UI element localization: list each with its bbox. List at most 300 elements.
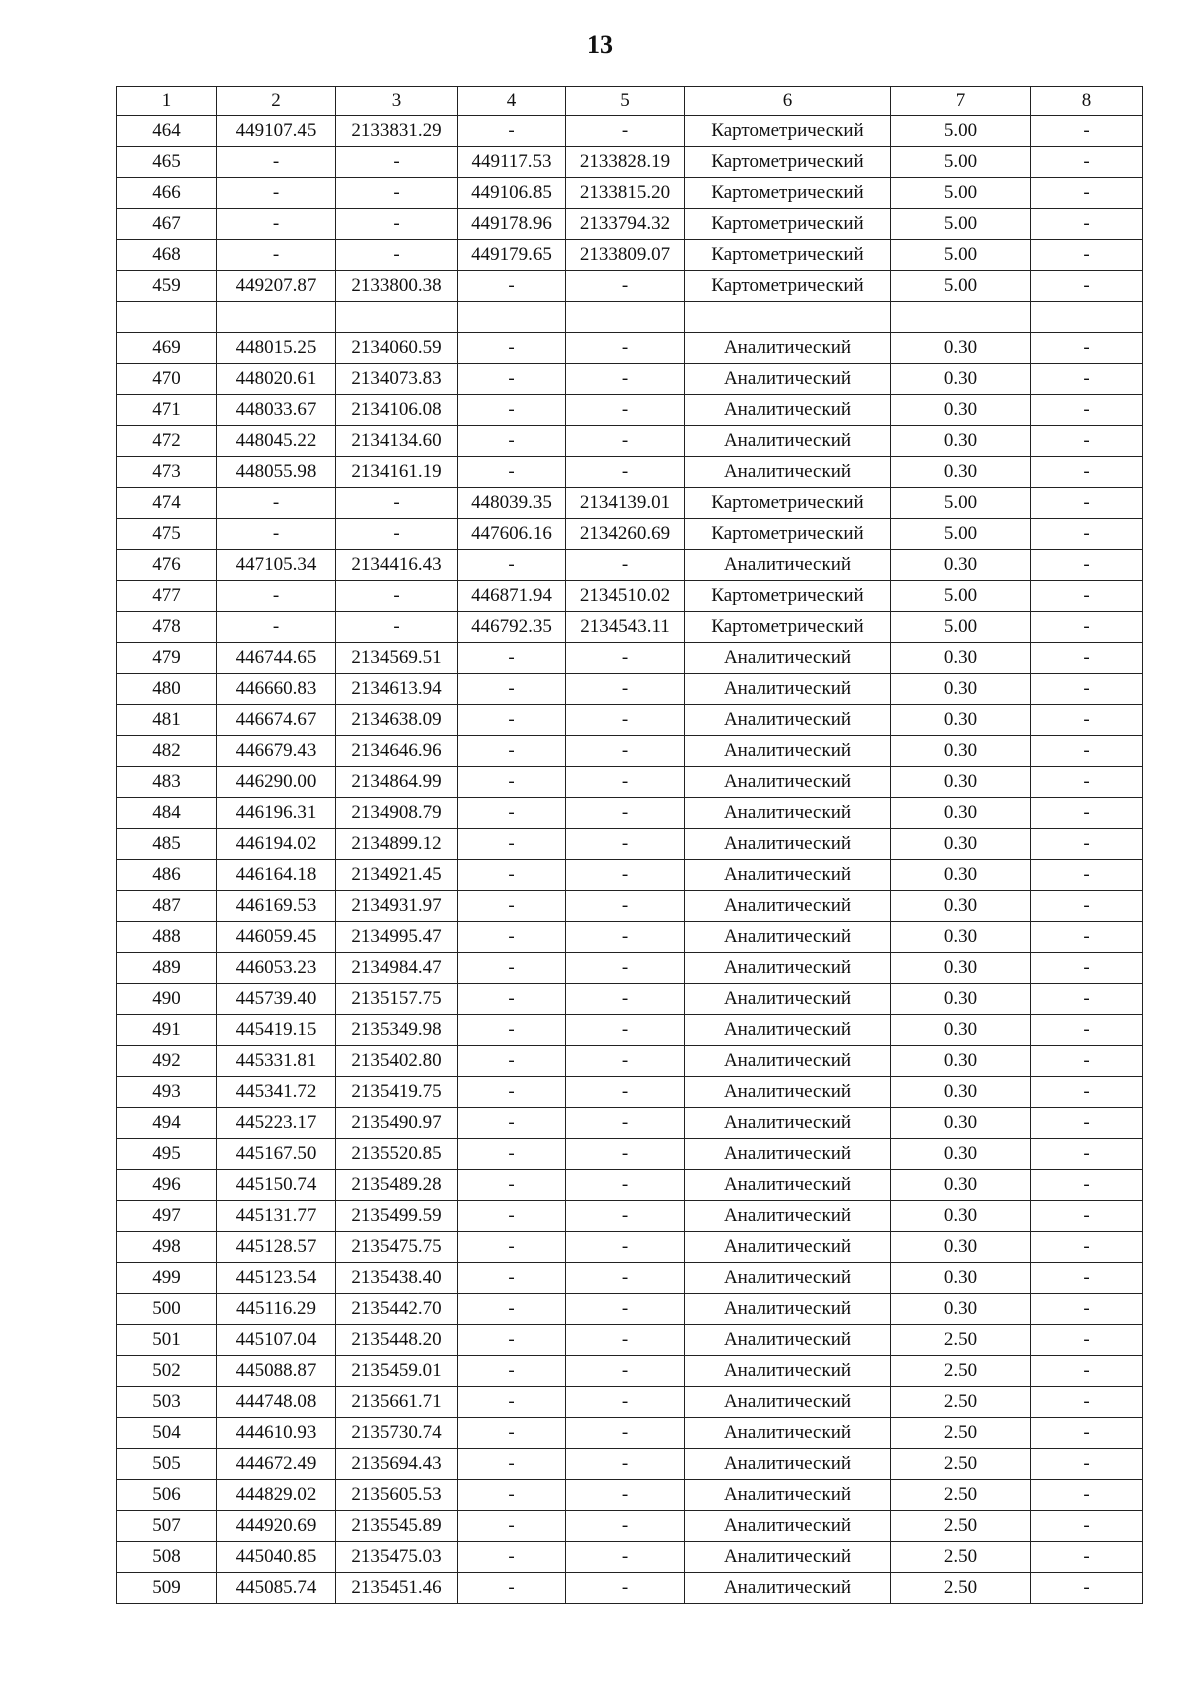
y-coordinate-cell: 2135661.71 xyxy=(336,1387,458,1418)
x-coordinate-alt-cell: - xyxy=(458,860,566,891)
y-coordinate-cell: 2135730.74 xyxy=(336,1418,458,1449)
x-coordinate-alt-cell: - xyxy=(458,1108,566,1139)
note-cell: - xyxy=(1031,612,1143,643)
y-coordinate-cell xyxy=(336,302,458,333)
y-coordinate-alt-cell: - xyxy=(566,1201,685,1232)
x-coordinate-alt-cell: - xyxy=(458,922,566,953)
y-coordinate-cell: 2135499.59 xyxy=(336,1201,458,1232)
method-cell: Аналитический xyxy=(685,1480,891,1511)
accuracy-cell: 5.00 xyxy=(891,147,1031,178)
y-coordinate-cell: 2135448.20 xyxy=(336,1325,458,1356)
table-row xyxy=(117,860,1143,891)
method-cell: Аналитический xyxy=(685,1294,891,1325)
table-header xyxy=(117,87,1143,116)
x-coordinate-cell: 444829.02 xyxy=(217,1480,336,1511)
y-coordinate-alt-cell: - xyxy=(566,1232,685,1263)
method-cell: Картометрический xyxy=(685,147,891,178)
accuracy-cell: 0.30 xyxy=(891,953,1031,984)
table-row xyxy=(117,364,1143,395)
point-number-cell: 499 xyxy=(117,1263,217,1294)
x-coordinate-cell: - xyxy=(217,147,336,178)
y-coordinate-alt-cell: - xyxy=(566,426,685,457)
method-cell: Аналитический xyxy=(685,364,891,395)
note-cell: - xyxy=(1031,674,1143,705)
point-number-cell: 488 xyxy=(117,922,217,953)
note-cell: - xyxy=(1031,922,1143,953)
x-coordinate-cell: 448020.61 xyxy=(217,364,336,395)
x-coordinate-cell: 445107.04 xyxy=(217,1325,336,1356)
y-coordinate-alt-cell: - xyxy=(566,1511,685,1542)
table-row xyxy=(117,1449,1143,1480)
accuracy-cell xyxy=(891,302,1031,333)
point-number-cell: 505 xyxy=(117,1449,217,1480)
table-row xyxy=(117,1511,1143,1542)
y-coordinate-cell: 2135459.01 xyxy=(336,1356,458,1387)
y-coordinate-alt-cell: 2134139.01 xyxy=(566,488,685,519)
y-coordinate-alt-cell: - xyxy=(566,1046,685,1077)
table-row xyxy=(117,333,1143,364)
y-coordinate-alt-cell: - xyxy=(566,984,685,1015)
method-cell: Аналитический xyxy=(685,1325,891,1356)
point-number-cell: 508 xyxy=(117,1542,217,1573)
table-row xyxy=(117,1015,1143,1046)
x-coordinate-cell: - xyxy=(217,519,336,550)
x-coordinate-alt-cell: - xyxy=(458,1511,566,1542)
x-coordinate-cell: 446660.83 xyxy=(217,674,336,705)
x-coordinate-alt-cell: - xyxy=(458,1325,566,1356)
y-coordinate-alt-cell: - xyxy=(566,1170,685,1201)
y-coordinate-cell: 2135545.89 xyxy=(336,1511,458,1542)
y-coordinate-cell: - xyxy=(336,612,458,643)
accuracy-cell: 2.50 xyxy=(891,1325,1031,1356)
table-row xyxy=(117,1139,1143,1170)
method-cell: Аналитический xyxy=(685,1015,891,1046)
y-coordinate-cell: 2134638.09 xyxy=(336,705,458,736)
y-coordinate-alt-cell: - xyxy=(566,1387,685,1418)
point-number-cell: 494 xyxy=(117,1108,217,1139)
method-cell: Картометрический xyxy=(685,581,891,612)
x-coordinate-alt-cell: - xyxy=(458,1139,566,1170)
accuracy-cell: 5.00 xyxy=(891,209,1031,240)
y-coordinate-alt-cell: - xyxy=(566,767,685,798)
y-coordinate-alt-cell: 2133794.32 xyxy=(566,209,685,240)
table-row xyxy=(117,1170,1143,1201)
method-cell: Аналитический xyxy=(685,426,891,457)
table-row xyxy=(117,1542,1143,1573)
point-number-cell: 472 xyxy=(117,426,217,457)
point-number-cell: 482 xyxy=(117,736,217,767)
y-coordinate-alt-cell: - xyxy=(566,1077,685,1108)
y-coordinate-cell: - xyxy=(336,581,458,612)
table-row xyxy=(117,395,1143,426)
y-coordinate-alt-cell: - xyxy=(566,891,685,922)
y-coordinate-alt-cell: - xyxy=(566,116,685,147)
point-number-cell: 487 xyxy=(117,891,217,922)
note-cell: - xyxy=(1031,1449,1143,1480)
method-cell: Аналитический xyxy=(685,1511,891,1542)
method-cell: Аналитический xyxy=(685,457,891,488)
method-cell: Аналитический xyxy=(685,736,891,767)
method-cell: Аналитический xyxy=(685,643,891,674)
y-coordinate-cell: 2134106.08 xyxy=(336,395,458,426)
y-coordinate-alt-cell: - xyxy=(566,643,685,674)
table-row xyxy=(117,209,1143,240)
x-coordinate-alt-cell: 449178.96 xyxy=(458,209,566,240)
method-cell: Аналитический xyxy=(685,798,891,829)
point-number-cell: 485 xyxy=(117,829,217,860)
note-cell: - xyxy=(1031,1511,1143,1542)
x-coordinate-alt-cell: - xyxy=(458,1170,566,1201)
x-coordinate-cell: 444920.69 xyxy=(217,1511,336,1542)
method-cell: Аналитический xyxy=(685,1201,891,1232)
x-coordinate-alt-cell: 446871.94 xyxy=(458,581,566,612)
y-coordinate-alt-cell: - xyxy=(566,550,685,581)
table-row xyxy=(117,1294,1143,1325)
y-coordinate-alt-cell: - xyxy=(566,829,685,860)
accuracy-cell: 0.30 xyxy=(891,1077,1031,1108)
accuracy-cell: 0.30 xyxy=(891,643,1031,674)
accuracy-cell: 0.30 xyxy=(891,922,1031,953)
accuracy-cell: 0.30 xyxy=(891,767,1031,798)
x-coordinate-alt-cell: - xyxy=(458,364,566,395)
x-coordinate-alt-cell: - xyxy=(458,1294,566,1325)
accuracy-cell: 0.30 xyxy=(891,1263,1031,1294)
point-number-cell: 497 xyxy=(117,1201,217,1232)
accuracy-cell: 0.30 xyxy=(891,364,1031,395)
x-coordinate-cell: 446059.45 xyxy=(217,922,336,953)
y-coordinate-cell: 2133831.29 xyxy=(336,116,458,147)
y-coordinate-alt-cell: - xyxy=(566,1449,685,1480)
table-row xyxy=(117,767,1143,798)
x-coordinate-cell: - xyxy=(217,178,336,209)
y-coordinate-cell: - xyxy=(336,488,458,519)
point-number-cell: 480 xyxy=(117,674,217,705)
accuracy-cell: 0.30 xyxy=(891,674,1031,705)
method-cell: Картометрический xyxy=(685,519,891,550)
method-cell: Аналитический xyxy=(685,1573,891,1604)
y-coordinate-alt-cell: 2134260.69 xyxy=(566,519,685,550)
method-cell: Картометрический xyxy=(685,240,891,271)
table-row xyxy=(117,953,1143,984)
y-coordinate-cell: 2134613.94 xyxy=(336,674,458,705)
point-number-cell: 506 xyxy=(117,1480,217,1511)
point-number-cell: 474 xyxy=(117,488,217,519)
accuracy-cell: 5.00 xyxy=(891,612,1031,643)
method-cell: Аналитический xyxy=(685,891,891,922)
x-coordinate-cell: 445123.54 xyxy=(217,1263,336,1294)
x-coordinate-cell: 444610.93 xyxy=(217,1418,336,1449)
y-coordinate-cell: 2134646.96 xyxy=(336,736,458,767)
accuracy-cell: 2.50 xyxy=(891,1418,1031,1449)
x-coordinate-alt-cell: - xyxy=(458,395,566,426)
table-row xyxy=(117,1480,1143,1511)
y-coordinate-alt-cell xyxy=(566,302,685,333)
note-cell: - xyxy=(1031,1325,1143,1356)
y-coordinate-cell: 2135520.85 xyxy=(336,1139,458,1170)
point-number-cell: 464 xyxy=(117,116,217,147)
x-coordinate-alt-cell: - xyxy=(458,798,566,829)
x-coordinate-cell: 449207.87 xyxy=(217,271,336,302)
y-coordinate-alt-cell: - xyxy=(566,1263,685,1294)
note-cell: - xyxy=(1031,457,1143,488)
method-cell: Аналитический xyxy=(685,395,891,426)
x-coordinate-alt-cell: - xyxy=(458,953,566,984)
y-coordinate-cell: 2134864.99 xyxy=(336,767,458,798)
method-cell: Аналитический xyxy=(685,829,891,860)
y-coordinate-cell: 2135694.43 xyxy=(336,1449,458,1480)
accuracy-cell: 0.30 xyxy=(891,1201,1031,1232)
x-coordinate-cell: - xyxy=(217,581,336,612)
y-coordinate-cell: 2135489.28 xyxy=(336,1170,458,1201)
method-cell: Аналитический xyxy=(685,1356,891,1387)
y-coordinate-alt-cell: - xyxy=(566,457,685,488)
note-cell: - xyxy=(1031,1139,1143,1170)
y-coordinate-alt-cell: - xyxy=(566,1480,685,1511)
method-cell: Картометрический xyxy=(685,178,891,209)
table-row xyxy=(117,1046,1143,1077)
note-cell: - xyxy=(1031,209,1143,240)
note-cell: - xyxy=(1031,364,1143,395)
note-cell: - xyxy=(1031,1201,1143,1232)
x-coordinate-cell: 445040.85 xyxy=(217,1542,336,1573)
x-coordinate-cell: 449107.45 xyxy=(217,116,336,147)
x-coordinate-alt-cell: - xyxy=(458,1356,566,1387)
table-row xyxy=(117,302,1143,333)
y-coordinate-cell: 2135451.46 xyxy=(336,1573,458,1604)
column-header-8: 8 xyxy=(1031,87,1143,116)
x-coordinate-cell: 446053.23 xyxy=(217,953,336,984)
x-coordinate-cell: 448045.22 xyxy=(217,426,336,457)
y-coordinate-alt-cell: - xyxy=(566,674,685,705)
x-coordinate-cell: 446290.00 xyxy=(217,767,336,798)
y-coordinate-cell: 2134899.12 xyxy=(336,829,458,860)
x-coordinate-alt-cell: - xyxy=(458,457,566,488)
y-coordinate-alt-cell: - xyxy=(566,1108,685,1139)
table-row xyxy=(117,1232,1143,1263)
point-number-cell: 465 xyxy=(117,147,217,178)
accuracy-cell: 0.30 xyxy=(891,1294,1031,1325)
note-cell: - xyxy=(1031,116,1143,147)
note-cell: - xyxy=(1031,581,1143,612)
column-header-7: 7 xyxy=(891,87,1031,116)
note-cell: - xyxy=(1031,1294,1143,1325)
accuracy-cell: 0.30 xyxy=(891,984,1031,1015)
note-cell: - xyxy=(1031,1232,1143,1263)
x-coordinate-alt-cell: - xyxy=(458,1077,566,1108)
x-coordinate-alt-cell: - xyxy=(458,1232,566,1263)
x-coordinate-alt-cell: - xyxy=(458,271,566,302)
y-coordinate-alt-cell: - xyxy=(566,395,685,426)
x-coordinate-cell: 445341.72 xyxy=(217,1077,336,1108)
x-coordinate-alt-cell: 449106.85 xyxy=(458,178,566,209)
note-cell: - xyxy=(1031,488,1143,519)
table-row xyxy=(117,1201,1143,1232)
x-coordinate-alt-cell: - xyxy=(458,1201,566,1232)
table-row xyxy=(117,829,1143,860)
note-cell: - xyxy=(1031,1387,1143,1418)
method-cell: Аналитический xyxy=(685,674,891,705)
note-cell: - xyxy=(1031,1015,1143,1046)
point-number-cell: 504 xyxy=(117,1418,217,1449)
y-coordinate-cell: 2134995.47 xyxy=(336,922,458,953)
x-coordinate-cell: 446169.53 xyxy=(217,891,336,922)
y-coordinate-alt-cell: - xyxy=(566,736,685,767)
table-row xyxy=(117,426,1143,457)
x-coordinate-cell: 445223.17 xyxy=(217,1108,336,1139)
accuracy-cell: 0.30 xyxy=(891,395,1031,426)
x-coordinate-alt-cell: - xyxy=(458,736,566,767)
y-coordinate-cell: 2134569.51 xyxy=(336,643,458,674)
y-coordinate-cell: 2133800.38 xyxy=(336,271,458,302)
x-coordinate-alt-cell: - xyxy=(458,829,566,860)
note-cell xyxy=(1031,302,1143,333)
table-row xyxy=(117,1263,1143,1294)
x-coordinate-alt-cell: - xyxy=(458,1542,566,1573)
method-cell: Аналитический xyxy=(685,984,891,1015)
x-coordinate-cell: 448015.25 xyxy=(217,333,336,364)
note-cell: - xyxy=(1031,891,1143,922)
method-cell: Картометрический xyxy=(685,488,891,519)
point-number-cell: 503 xyxy=(117,1387,217,1418)
x-coordinate-cell: 446744.65 xyxy=(217,643,336,674)
x-coordinate-alt-cell: - xyxy=(458,550,566,581)
accuracy-cell: 0.30 xyxy=(891,891,1031,922)
accuracy-cell: 0.30 xyxy=(891,550,1031,581)
x-coordinate-alt-cell: - xyxy=(458,1387,566,1418)
x-coordinate-cell: 445128.57 xyxy=(217,1232,336,1263)
method-cell: Аналитический xyxy=(685,1232,891,1263)
accuracy-cell: 0.30 xyxy=(891,1170,1031,1201)
y-coordinate-alt-cell: - xyxy=(566,860,685,891)
method-cell xyxy=(685,302,891,333)
note-cell: - xyxy=(1031,1356,1143,1387)
accuracy-cell: 0.30 xyxy=(891,1046,1031,1077)
accuracy-cell: 0.30 xyxy=(891,736,1031,767)
x-coordinate-cell: 446674.67 xyxy=(217,705,336,736)
y-coordinate-cell: 2135157.75 xyxy=(336,984,458,1015)
y-coordinate-cell: 2134921.45 xyxy=(336,860,458,891)
x-coordinate-cell: 445167.50 xyxy=(217,1139,336,1170)
table-row xyxy=(117,612,1143,643)
x-coordinate-alt-cell: - xyxy=(458,643,566,674)
accuracy-cell: 0.30 xyxy=(891,1108,1031,1139)
y-coordinate-alt-cell: - xyxy=(566,1356,685,1387)
y-coordinate-cell: 2134161.19 xyxy=(336,457,458,488)
table-row xyxy=(117,1325,1143,1356)
x-coordinate-cell: - xyxy=(217,488,336,519)
accuracy-cell: 2.50 xyxy=(891,1573,1031,1604)
page-number: 13 xyxy=(587,30,613,59)
note-cell: - xyxy=(1031,1418,1143,1449)
accuracy-cell: 0.30 xyxy=(891,457,1031,488)
y-coordinate-cell: 2135349.98 xyxy=(336,1015,458,1046)
x-coordinate-alt-cell: - xyxy=(458,767,566,798)
method-cell: Аналитический xyxy=(685,333,891,364)
method-cell: Картометрический xyxy=(685,612,891,643)
y-coordinate-alt-cell: - xyxy=(566,271,685,302)
point-number-cell: 467 xyxy=(117,209,217,240)
y-coordinate-cell: - xyxy=(336,209,458,240)
y-coordinate-alt-cell: - xyxy=(566,333,685,364)
note-cell: - xyxy=(1031,1542,1143,1573)
y-coordinate-alt-cell: - xyxy=(566,922,685,953)
method-cell: Аналитический xyxy=(685,1108,891,1139)
table-row xyxy=(117,984,1143,1015)
accuracy-cell: 5.00 xyxy=(891,519,1031,550)
y-coordinate-alt-cell: - xyxy=(566,1418,685,1449)
point-number-cell: 469 xyxy=(117,333,217,364)
method-cell: Аналитический xyxy=(685,1046,891,1077)
x-coordinate-alt-cell: - xyxy=(458,1449,566,1480)
note-cell: - xyxy=(1031,736,1143,767)
header-row xyxy=(117,87,1143,116)
accuracy-cell: 0.30 xyxy=(891,829,1031,860)
table-row xyxy=(117,1573,1143,1604)
x-coordinate-cell: 445088.87 xyxy=(217,1356,336,1387)
x-coordinate-alt-cell: - xyxy=(458,1015,566,1046)
method-cell: Аналитический xyxy=(685,860,891,891)
note-cell: - xyxy=(1031,1170,1143,1201)
method-cell: Картометрический xyxy=(685,271,891,302)
point-number-cell: 495 xyxy=(117,1139,217,1170)
x-coordinate-cell: 444748.08 xyxy=(217,1387,336,1418)
point-number-cell: 483 xyxy=(117,767,217,798)
accuracy-cell: 5.00 xyxy=(891,116,1031,147)
x-coordinate-cell: 445331.81 xyxy=(217,1046,336,1077)
table-row xyxy=(117,922,1143,953)
y-coordinate-cell: 2134134.60 xyxy=(336,426,458,457)
y-coordinate-cell: 2135475.03 xyxy=(336,1542,458,1573)
table-row xyxy=(117,1387,1143,1418)
accuracy-cell: 0.30 xyxy=(891,860,1031,891)
table-row xyxy=(117,1108,1143,1139)
y-coordinate-cell: 2134984.47 xyxy=(336,953,458,984)
y-coordinate-cell: 2135402.80 xyxy=(336,1046,458,1077)
y-coordinate-alt-cell: - xyxy=(566,705,685,736)
point-number-cell: 473 xyxy=(117,457,217,488)
method-cell: Аналитический xyxy=(685,953,891,984)
y-coordinate-alt-cell: - xyxy=(566,1542,685,1573)
note-cell: - xyxy=(1031,519,1143,550)
method-cell: Аналитический xyxy=(685,1418,891,1449)
table-row xyxy=(117,488,1143,519)
column-header-1: 1 xyxy=(117,87,217,116)
point-number-cell: 501 xyxy=(117,1325,217,1356)
point-number-cell: 466 xyxy=(117,178,217,209)
x-coordinate-cell: 445739.40 xyxy=(217,984,336,1015)
table-row xyxy=(117,240,1143,271)
accuracy-cell: 2.50 xyxy=(891,1480,1031,1511)
x-coordinate-cell: 448055.98 xyxy=(217,457,336,488)
coordinates-table xyxy=(116,86,1143,1604)
accuracy-cell: 2.50 xyxy=(891,1387,1031,1418)
y-coordinate-alt-cell: - xyxy=(566,953,685,984)
y-coordinate-alt-cell: - xyxy=(566,1573,685,1604)
column-header-2: 2 xyxy=(217,87,336,116)
method-cell: Аналитический xyxy=(685,1449,891,1480)
point-number-cell: 470 xyxy=(117,364,217,395)
x-coordinate-alt-cell: 447606.16 xyxy=(458,519,566,550)
x-coordinate-alt-cell: - xyxy=(458,1263,566,1294)
x-coordinate-cell: 445150.74 xyxy=(217,1170,336,1201)
method-cell: Аналитический xyxy=(685,1542,891,1573)
method-cell: Аналитический xyxy=(685,922,891,953)
accuracy-cell: 5.00 xyxy=(891,581,1031,612)
point-number-cell: 475 xyxy=(117,519,217,550)
x-coordinate-alt-cell: 448039.35 xyxy=(458,488,566,519)
y-coordinate-alt-cell: - xyxy=(566,1294,685,1325)
note-cell: - xyxy=(1031,426,1143,457)
